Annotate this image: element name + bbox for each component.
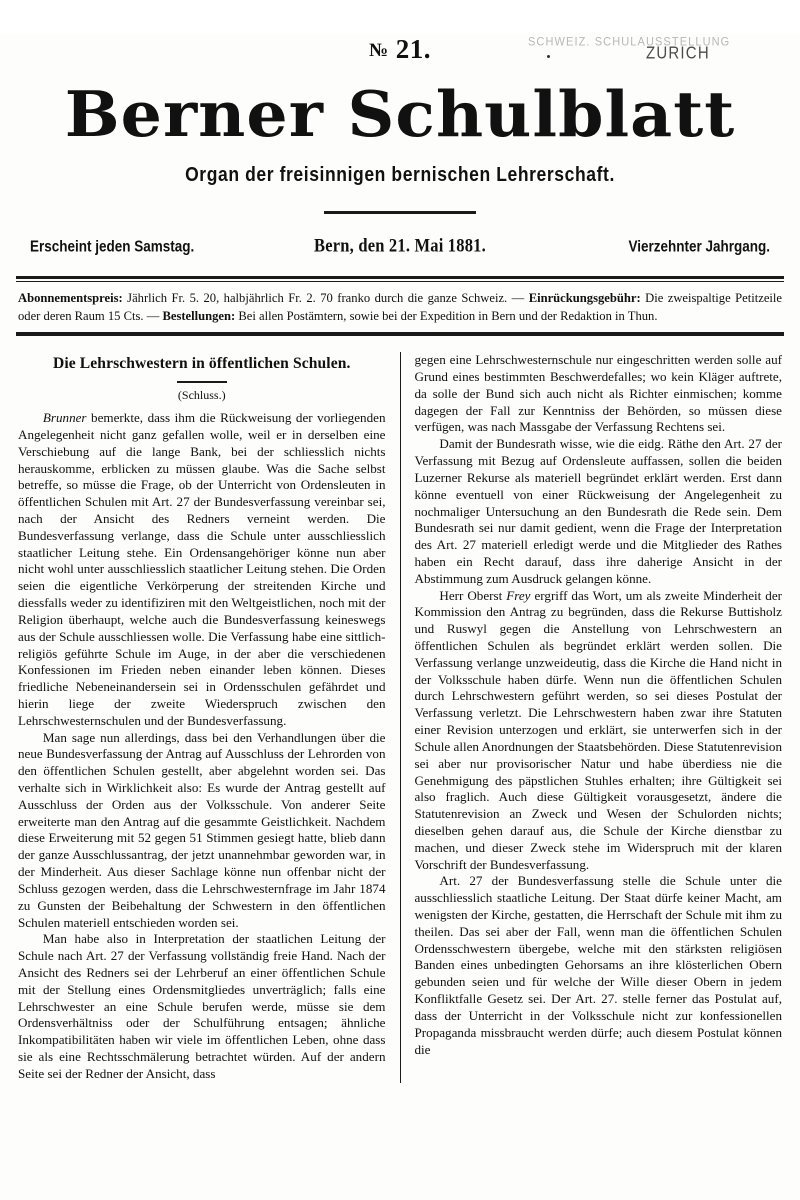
banner-price-label: Abonnementspreis: [18,290,123,305]
issue-line [14,34,786,80]
column-right [400,352,783,1082]
article-subtitle: (Schluss.) [177,387,226,402]
city-label: ZURICH [646,43,710,64]
page-title: Berner Schulblatt [64,77,736,151]
column-left [18,352,400,1082]
banner-bottom-rule-thick [16,333,784,336]
publication-date: Bern, den 21. Mai 1881. [314,233,486,256]
separator-dot [547,55,550,58]
banner-top-rule-thick [16,276,784,279]
banner-orders-text: Bei allen Postämtern, sowie bei der Expedition in Bern und der Redaktion in Thun. [235,308,658,323]
volume-label: Vierzehnter Jahrgang. [628,237,770,255]
speaker-name: Frey [506,587,531,603]
article-title-rule [177,381,227,383]
paragraph: gegen eine Lehrschwesternschule nur eingeschritten werden solle auf Grund eines bestimmten Beschwerdefalles; wo kein Kläger auftrete, da solle der Bund sich auch nicht als Richter einmischen; komme dagegen der Fall zur Kenntniss der Behörden, so müssen diese verfügen, was nach Massgabe der Verfassung Rechtens sei. [414,352,782,435]
paragraph: Damit der Bundesrath wisse, wie die eidg. Räthe den Art. 27 der Verfassung mit Bezug auf Ordensleute auffassen, sollen die beiden Luzerner Rekurse als materiell begründet erklärt werden. Erst dann könne eventuell von einer Rückweisung der Angelegenheit zu nochmaliger Untersuchung an den Bundesrath die Rede sein. Dem Bundesrath sei nur damit gedient, wenn die Frage der Interpretation des Art. 27 materiell erledigt werde und die Mitglieder des Rathes haben ein Recht darauf, dass ihre daherige Ansicht in der Abstimmung zum Ausdruck gelangen könne. [414,436,782,586]
article-title: Die Lehrschwestern in öffentlichen Schulen. [52,355,351,373]
issue-number-value: 21. [395,34,432,64]
banner-price-text: Jährlich Fr. 5. 20, halbjährlich Fr. 2. 70 franko durch die ganze Schweiz. — [122,290,529,305]
masthead-subtitle: Organ der freisinnigen bernischen Lehrerschaft. [185,161,615,186]
paragraph: Art. 27 der Bundesverfassung stelle die Schule unter die ausschliesslich staatliche Leitung. Der Staat dürfe keiner Macht, am wenigsten der Kirche, gestatten, die Herrschaft der Schule mit ihm zu theilen. Das sei aber der Fall, wenn man die öffentlichen Schulen Ordensschwestern übergebe, welche mit den stärksten religiösen Banden eines unbedingten Gehorsams an ihre klösterlichen Obern gebunden seien und für welche der Wille dieser Obern in jedem Konfliktfalle Gesetz sei. Der Art. 27. stelle ferner das Postulat auf, dass der Unterricht in der Volksschule nicht zur konfessionellen Propaganda missbraucht werden dürfe; auch diesem Postulat können die [414,873,782,1057]
numero-symbol: № [368,40,389,61]
paragraph: Man habe also in Interpretation der staatlichen Leitung der Schule nach Art. 27 der Verfassung vollständig freie Hand. Nach der Ansicht des Redners sei der Lehrberuf an einer öffentlichen Schule mit der Stellung eines Ordensmitgliedes unverträglich; falls eine Lehrschwester an eine Schule berufen werde, müsse sie dem Ordensverhältniss oder der Schulführung entsagen; ähnliche Inkompatibilitäten haben wir viele im öffentlichen Leben, ohne dass sie als eine Rechtsschmälerung betrachtet würden. Auf der andern Seite sei der Redner der Ansicht, dass [18,931,386,1081]
article-body [14,352,786,1082]
paragraph [415,588,783,874]
banner-orders-label: Bestellungen: [162,308,236,323]
banner-fee-text: Die zweispaltige Petitzeile oder deren Raum 15 Cts. — [18,290,782,323]
paragraph-lead: Herr Oberst [439,587,507,603]
paragraph-text: bemerkte, dass ihm die Rückweisung der vorliegenden Angelegenheit nicht ganz gefallen wolle, weil er in derselben eine Verschiebung auf die lange Bank, bei der schliesslich nichts herauskomme, erblicken zu müssen glaube. Was die Sache selbst betreffe, so müsse die Frage, ob der Unterricht von Ordensleuten in öffentlichen Schulen mit Art. 27 der Bundesverfassung vereinbar sei, nach der Ansicht des Redners verneint werden. Die Bundesverfassung verlange, dass die Schule unter ausschliesslich staatlicher Leitung stehe. Ein Ordensangehöriger könne nun aber nicht wohl unter ausschliesslich staatlicher Leitung stehen. Die Orden seien die eigentliche Verkörperung der streitenden Kirche und diessfalls weder zu identifiziren mit den Weltgeistlichen, noch mit der Religion überhaupt, welche auch die Bundesverfassung keineswegs aus der Schule ausschliessen wolle. Die Verfassung habe eine sittlich-religiös geführte Schule im Auge, in der aber die verschiedenen Konfessionen im Frieden neben einander leben können. Dieses friedliche Nebeneinandersein sei in Ordensschulen gefährdet und hierin liege der zweite Wiederspruch zwischen den Lehrschwesternschulen und der Bundesverfassung. [18,410,386,728]
newspaper-page [0,34,800,1200]
paragraph: Man sage nun allerdings, dass bei den Verhandlungen über die neue Bundesverfassung der Antrag auf Ausschluss der Lehrorden von den öffentlichen Schulen gestellt, aber abgelehnt worden sei. Das verhalte sich in Wirklichkeit also: Es wurde der Antrag gestellt auf Ausschluss der Orden aus der Volksschule. Von anderer Seite erweiterte man den Antrag auf die gesammte Geistlichkeit. Nachdem diese Erweiterung mit 52 gegen 51 Stimmen gesiegt hatte, blieb dann der ganze Ausschlussantrag, der jetzt unannehmbar geworden war, in der Minderheit. Aus dieser Sachlage könne nun offenbar nicht der Schluss gezogen werden, dass die Lehrschwesternfrage im Jahr 1874 zu Gunsten der Beibehaltung der Schwestern in den öffentlichen Schulen materiell entschieden worden sei. [18,729,386,930]
masthead-divider [324,211,476,214]
library-stamp: SCHWEIZ. SCHULAUSSTELLUNG [528,35,731,49]
speaker-name: Brunner [42,410,87,426]
dateline-row [14,234,786,257]
publication-frequency: Erscheint jeden Samstag. [30,237,195,255]
banner-fee-label: Einrückungsgebühr: [528,290,641,305]
subscription-banner [14,276,786,337]
banner-text [14,282,786,331]
paragraph-text: ergriff das Wort, um als zweite Minderheit der Kommission den Antrag zu begründen, dass die Rekurse Buttisholz und Ruswyl gegen die Anstellung von Lehrschwestern an öffentlichen Schulen als begründet erklärt werden sollen. Die Verfassung verlange unzweideutig, dass die Kirche die Hand nicht in der Volksschule haben dürfe. Wenn nun die öffentlichen Schulen durch Lehrschwestern geführt werden, so sei dieses Postulat der Verfassung verletzt. Die Lehrschwestern haben zwar ihre Statuten einer Revision unterzogen und erklärt, sie unterwerfen sich in der Schule allen Anordnungen der Staatsbehörden. Diese Statutenrevision sei aber nur provisorischer Natur und habe überdiess nie die Genehmigung des päpstlichen Stuhles erhalten; ihre Gültigkeit sei also fraglich. Auch diese Gültigkeit vorausgesetzt, ändere die Statutenrevision an Zweck und Wesen der Schulorden nichts; dieselben gehen darauf aus, die Schule der Kirche dienstbar zu machen, und dieser Zweck stehe im Widerspruch mit der klaren Vorschrift der Bundesverfassung. [414,587,782,872]
paragraph [18,410,386,729]
